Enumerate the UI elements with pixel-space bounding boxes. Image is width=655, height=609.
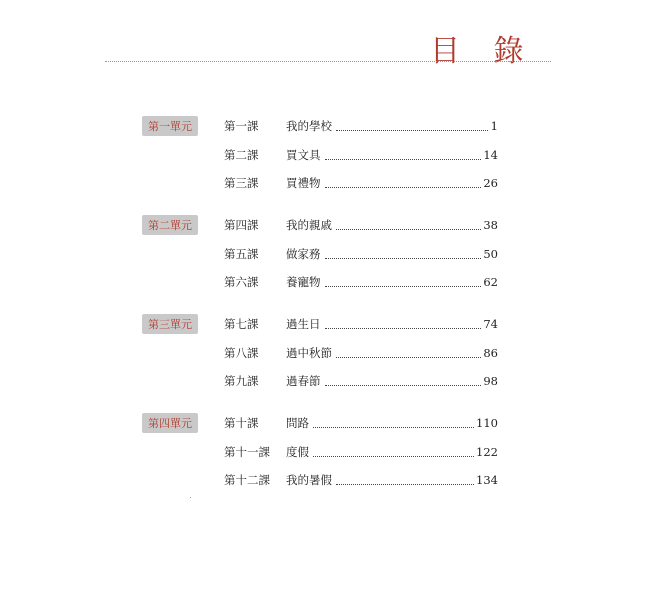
lesson-page: 26 <box>483 176 498 190</box>
lesson-page: 98 <box>483 374 498 388</box>
lesson-row[interactable] <box>224 413 498 433</box>
unit-badge-1: 第一單元 <box>142 116 198 136</box>
lesson-name: 我的親戚 <box>286 218 332 232</box>
lesson-name: 問路 <box>286 416 309 430</box>
lesson-row[interactable] <box>224 244 498 264</box>
lesson-row[interactable] <box>224 314 498 334</box>
leader-dots <box>336 130 488 131</box>
lesson-page: 134 <box>476 473 498 487</box>
lesson-number: 第九課 <box>224 374 259 388</box>
lesson-number: 第十一課 <box>224 445 270 459</box>
leader-dots <box>325 187 482 188</box>
lesson-row[interactable] <box>224 371 498 391</box>
leader-dots <box>313 456 474 457</box>
lesson-name: 度假 <box>286 445 309 459</box>
lesson-name: 做家務 <box>286 247 321 261</box>
leader-dots <box>336 229 481 230</box>
lesson-number: 第三課 <box>224 176 259 190</box>
leader-dots <box>325 385 482 386</box>
lesson-page: 50 <box>483 247 498 261</box>
lesson-page: 62 <box>483 275 498 289</box>
leader-dots <box>325 286 482 287</box>
lesson-name: 養寵物 <box>286 275 321 289</box>
lesson-number: 第六課 <box>224 275 259 289</box>
print-mark <box>190 497 191 498</box>
lesson-page: 110 <box>476 416 498 430</box>
lesson-name: 過春節 <box>286 374 321 388</box>
lesson-row[interactable] <box>224 470 498 490</box>
lesson-page: 14 <box>483 148 498 162</box>
lesson-page: 122 <box>476 445 498 459</box>
leader-dots <box>336 357 481 358</box>
lesson-number: 第八課 <box>224 346 259 360</box>
lesson-name: 買禮物 <box>286 176 321 190</box>
unit-badge-4: 第四單元 <box>142 413 198 433</box>
lesson-number: 第五課 <box>224 247 259 261</box>
unit-badge-3: 第三單元 <box>142 314 198 334</box>
lesson-number: 第二課 <box>224 148 259 162</box>
lesson-name: 過生日 <box>286 317 321 331</box>
lesson-row[interactable] <box>224 116 498 136</box>
lesson-row[interactable] <box>224 215 498 235</box>
lesson-name: 我的暑假 <box>286 473 332 487</box>
lesson-row[interactable] <box>224 173 498 193</box>
lesson-name: 我的學校 <box>286 119 332 133</box>
lesson-name: 過中秋節 <box>286 346 332 360</box>
lesson-row[interactable] <box>224 272 498 292</box>
unit-badge-2: 第二單元 <box>142 215 198 235</box>
lesson-page: 86 <box>483 346 498 360</box>
lesson-page: 38 <box>483 218 498 232</box>
title-divider <box>105 61 551 62</box>
lesson-number: 第一課 <box>224 119 259 133</box>
lesson-number: 第十課 <box>224 416 259 430</box>
lesson-number: 第七課 <box>224 317 259 331</box>
lesson-row[interactable] <box>224 145 498 165</box>
lesson-page: 1 <box>490 119 498 133</box>
leader-dots <box>336 484 474 485</box>
leader-dots <box>325 258 482 259</box>
lesson-number: 第十二課 <box>224 473 270 487</box>
page-title: 目 錄 <box>430 34 536 69</box>
lesson-name: 買文具 <box>286 148 321 162</box>
leader-dots <box>325 328 482 329</box>
lesson-row[interactable] <box>224 343 498 363</box>
lesson-number: 第四課 <box>224 218 259 232</box>
leader-dots <box>313 427 474 428</box>
lesson-row[interactable] <box>224 442 498 462</box>
lesson-page: 74 <box>483 317 498 331</box>
leader-dots <box>325 159 482 160</box>
